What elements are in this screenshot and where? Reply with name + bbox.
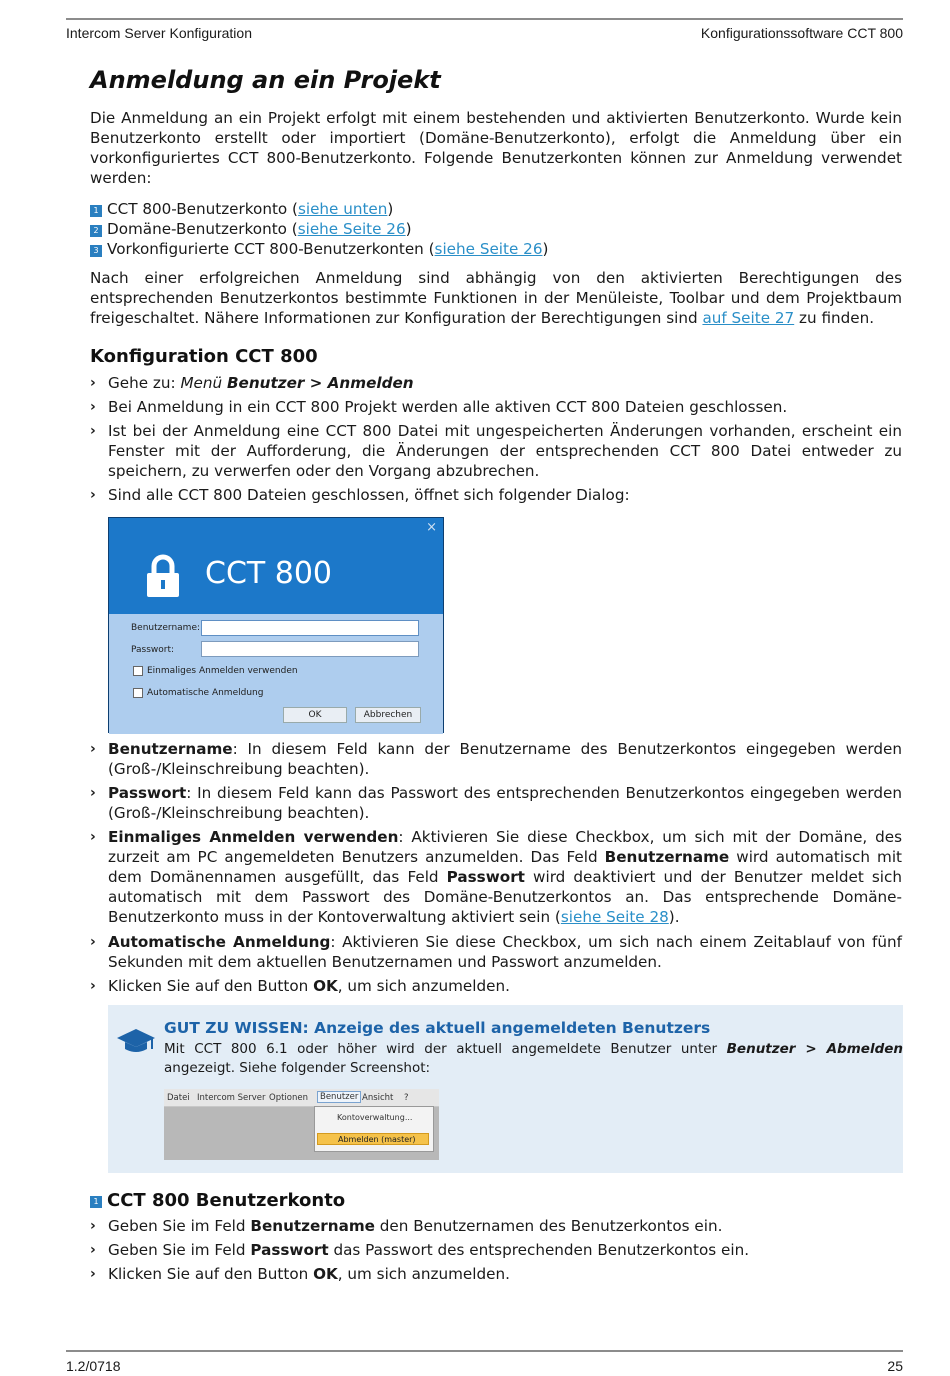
chevron-right-icon: › xyxy=(90,829,96,845)
menu-screenshot xyxy=(164,1089,439,1160)
password-label: Passwort: xyxy=(131,645,175,655)
info-box xyxy=(108,1005,903,1173)
list-item: › Automatische Anmeldung: Aktivieren Sie diese Checkbox, um sich nach einem Zeitablauf von fünf Sekunden mit dem aktuellen Benutzernamen und Passwort anzumelden. xyxy=(90,933,902,971)
single-sign-on-checkbox[interactable] xyxy=(133,666,143,676)
menu-item-help[interactable]: ? xyxy=(404,1093,409,1103)
number-badge: 2 xyxy=(90,225,102,237)
chevron-right-icon: › xyxy=(90,1266,96,1282)
chevron-right-icon: › xyxy=(90,978,96,994)
dialog-title: CCT 800 xyxy=(205,556,333,591)
account-item-1: 1 CCT 800-Benutzerkonto (siehe unten) xyxy=(90,199,393,219)
chevron-right-icon: › xyxy=(90,399,96,415)
chevron-right-icon: › xyxy=(90,1242,96,1258)
chevron-right-icon: › xyxy=(90,487,96,503)
chevron-right-icon: › xyxy=(90,1218,96,1234)
list-item: › Geben Sie im Feld Benutzername den Benutzernamen des Benutzerkontos ein. xyxy=(90,1217,723,1235)
username-input[interactable] xyxy=(201,620,419,636)
chevron-right-icon: › xyxy=(90,934,96,950)
link-siehe-unten[interactable]: siehe unten xyxy=(297,200,388,218)
chevron-right-icon: › xyxy=(90,375,96,391)
cancel-button[interactable]: Abbrechen xyxy=(355,707,421,723)
info-title: GUT ZU WISSEN: Anzeige des aktuell angemeldeten Benutzers xyxy=(164,1019,711,1037)
menu-item-optionen[interactable]: Optionen xyxy=(269,1093,308,1103)
auto-login-label: Automatische Anmeldung xyxy=(147,688,264,698)
number-badge: 3 xyxy=(90,245,102,257)
account-item-2: 2 Domäne-Benutzerkonto (siehe Seite 26) xyxy=(90,219,412,239)
page-footer xyxy=(66,1350,903,1376)
menu-item-kontoverwaltung[interactable]: Kontoverwaltung... xyxy=(337,1113,413,1122)
list-item: › Bei Anmeldung in ein CCT 800 Projekt werden alle aktiven CCT 800 Dateien geschlossen. xyxy=(90,398,788,416)
close-icon[interactable]: × xyxy=(426,520,437,535)
menu-item-abmelden[interactable]: Abmelden (master) xyxy=(317,1133,429,1145)
list-item: › Geben Sie im Feld Passwort das Passwort des entsprechenden Benutzerkontos ein. xyxy=(90,1241,750,1259)
list-item: › Sind alle CCT 800 Dateien geschlossen, öffnet sich folgender Dialog: xyxy=(90,486,630,504)
chevron-right-icon: › xyxy=(90,423,96,439)
menu-item-benutzer[interactable]: Benutzer xyxy=(317,1091,361,1103)
graduation-cap-icon xyxy=(116,1025,156,1055)
ok-button[interactable]: OK xyxy=(283,707,347,723)
menu-item-ansicht[interactable]: Ansicht xyxy=(362,1093,394,1103)
link-seite-26[interactable]: siehe Seite 26 xyxy=(434,240,543,258)
intro-paragraph: Die Anmeldung an ein Projekt erfolgt mit einem bestehenden und aktivierten Benutzerkonto. Wurde kein Benutzerkonto erstellt oder importiert (Domäne-Benutzerkonto), erfolgt die Anmeldung über ein vorkonfiguriertes CCT 800-Benutzerkonto. Folgende Benutzerkonten können zur Anmeldung verwendet werden: xyxy=(90,109,902,187)
menu-item-datei[interactable]: Datei xyxy=(167,1093,190,1103)
info-text: Mit CCT 800 6.1 oder höher wird der aktuell angemeldete Benutzer unter Benutzer > Abmelden angezeigt. Siehe folgender Screenshot: xyxy=(164,1041,904,1076)
auto-login-checkbox[interactable] xyxy=(133,688,143,698)
link-seite-26[interactable]: siehe Seite 26 xyxy=(297,220,406,238)
menu-bar xyxy=(164,1089,439,1107)
footer-page-number: 25 xyxy=(887,1358,903,1374)
single-sign-on-label: Einmaliges Anmelden verwenden xyxy=(147,666,298,676)
link-seite-28[interactable]: siehe Seite 28 xyxy=(560,908,669,926)
chevron-right-icon: › xyxy=(90,741,96,757)
number-badge: 1 xyxy=(90,1196,102,1208)
page-title: Anmeldung an ein Projekt xyxy=(90,66,441,94)
list-item: › Benutzername: In diesem Feld kann der Benutzername des Benutzerkontos eingegeben werden (Groß-/Kleinschreibung beachten). xyxy=(90,740,902,778)
list-item: › Gehe zu: Menü Benutzer > Anmelden xyxy=(90,374,414,392)
chevron-right-icon: › xyxy=(90,785,96,801)
section-title-konfiguration: Konfiguration CCT 800 xyxy=(90,346,318,367)
link-seite-27[interactable]: auf Seite 27 xyxy=(702,309,795,327)
section-title-cct800-benutzerkonto: 1 CCT 800 Benutzerkonto xyxy=(90,1190,345,1211)
number-badge: 1 xyxy=(90,205,102,217)
lock-icon xyxy=(145,554,181,598)
list-item: › Klicken Sie auf den Button OK, um sich anzumelden. xyxy=(90,1265,510,1283)
login-dialog-screenshot xyxy=(108,517,444,733)
page-header xyxy=(66,18,903,44)
benutzer-dropdown xyxy=(314,1106,434,1152)
list-item: › Einmaliges Anmelden verwenden: Aktivieren Sie diese Checkbox, um sich mit der Domäne, des zurzeit am PC angemeldeten Benutzers anzumelden. Das Feld Benutzername wird automatisch mit dem Domänennamen ausgefüllt, das Feld Passwort wird deaktiviert und der Benutzer meldet sich automatisch mit dem Passwort des Domäne-Benutzerkontos an. Das entsprechende Domäne-Benutzerkonto muss in der Kontoverwaltung aktiviert sein (siehe Seite 28). xyxy=(90,828,902,926)
footer-version: 1.2/0718 xyxy=(66,1358,121,1374)
header-left: Intercom Server Konfiguration xyxy=(66,25,252,41)
list-item: › Passwort: In diesem Feld kann das Passwort des entsprechenden Benutzerkontos eingegeben werden (Groß-/Kleinschreibung beachten). xyxy=(90,784,902,822)
username-label: Benutzername: xyxy=(131,623,201,633)
account-item-3: 3 Vorkonfigurierte CCT 800-Benutzerkonten (siehe Seite 26) xyxy=(90,239,548,259)
header-right: Konfigurationssoftware CCT 800 xyxy=(700,25,903,41)
menu-item-intercom-server[interactable]: Intercom Server xyxy=(197,1093,266,1103)
after-login-paragraph: Nach einer erfolgreichen Anmeldung sind abhängig von den aktivierten Berechtigungen des entsprechenden Benutzerkontos bestimmte Funktionen in der Menüleiste, Toolbar und dem Projektbaum freigeschaltet. Nähere Informationen zur Konfiguration der Berechtigungen sind auf Seite 27 zu finden. xyxy=(90,269,902,327)
list-item: › Ist bei der Anmeldung eine CCT 800 Datei mit ungespeicherten Änderungen vorhanden, erscheint ein Fenster mit der Aufforderung, die Änderungen der entsprechenden CCT 800 Datei entweder zu speichern, zu verwerfen oder den Vorgang abzubrechen. xyxy=(90,422,902,480)
password-input[interactable] xyxy=(201,641,419,657)
list-item: › Klicken Sie auf den Button OK, um sich anzumelden. xyxy=(90,977,510,995)
